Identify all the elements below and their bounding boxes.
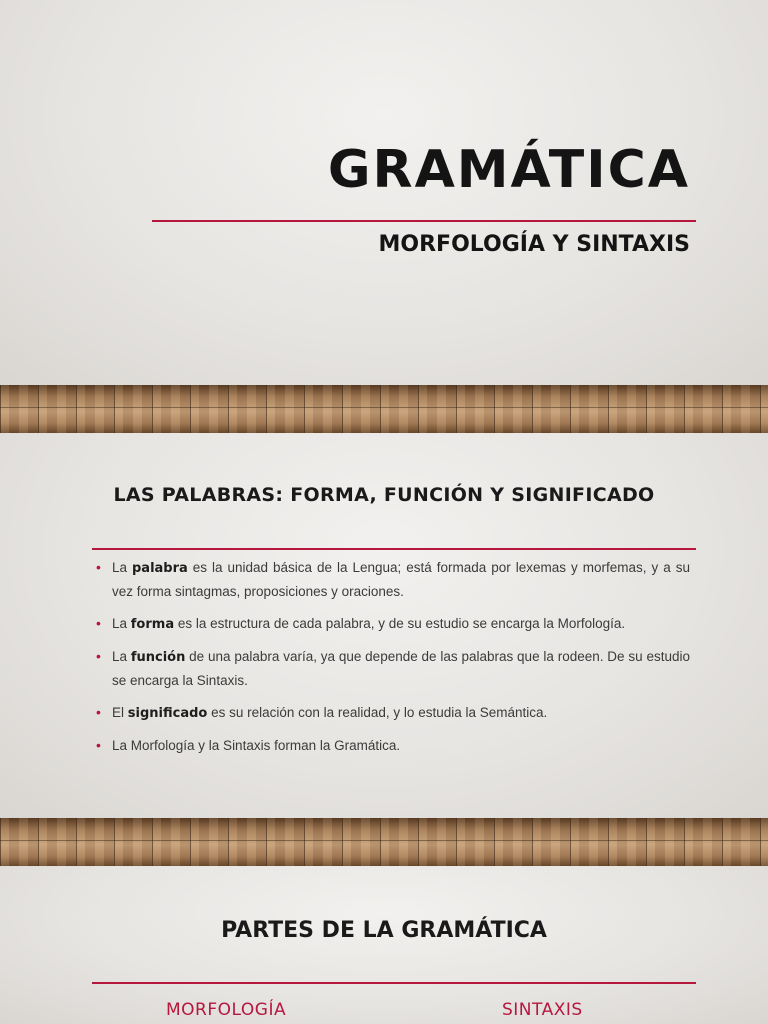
wood-floor-divider bbox=[0, 818, 768, 866]
column-label-morfologia: MORFOLOGÍA bbox=[166, 1000, 287, 1020]
bullet-dot-icon: • bbox=[96, 559, 101, 575]
bullet-list bbox=[96, 556, 690, 766]
bullet-dot-icon: • bbox=[96, 737, 101, 753]
bullet-item: • La función de una palabra varía, ya que depende de las palabras que la rodeen. De su estudio se encarga la Sintaxis. bbox=[96, 645, 690, 692]
column-label-sintaxis: SINTAXIS bbox=[502, 1000, 583, 1020]
slide-subtitle: MORFOLOGÍA Y SINTAXIS bbox=[378, 232, 690, 257]
bullet-item: • La palabra es la unidad básica de la Lengua; está formada por lexemas y morfemas, y a su vez forma sintagmas, proposiciones y oraciones. bbox=[96, 556, 690, 603]
bullet-dot-icon: • bbox=[96, 648, 101, 664]
wood-floor-divider bbox=[0, 385, 768, 433]
slide3-heading: PARTES DE LA GRAMÁTICA bbox=[221, 918, 547, 943]
slide2-heading: LAS PALABRAS: FORMA, FUNCIÓN Y SIGNIFICADO bbox=[113, 484, 655, 506]
slide-parts bbox=[0, 866, 768, 1024]
bullet-item: • El significado es su relación con la realidad, y lo estudia la Semántica. bbox=[96, 701, 690, 725]
title-divider bbox=[152, 220, 696, 222]
bullet-dot-icon: • bbox=[96, 615, 101, 631]
bullet-item: • La forma es la estructura de cada palabra, y de su estudio se encarga la Morfología. bbox=[96, 612, 690, 636]
slide-title-heading: GRAMÁTICA bbox=[327, 140, 690, 200]
bullet-dot-icon: • bbox=[96, 704, 101, 720]
slide-title bbox=[0, 0, 768, 385]
slide2-divider bbox=[92, 548, 696, 550]
bullet-item: • La Morfología y la Sintaxis forman la Gramática. bbox=[96, 734, 690, 757]
slide3-divider bbox=[92, 982, 696, 984]
